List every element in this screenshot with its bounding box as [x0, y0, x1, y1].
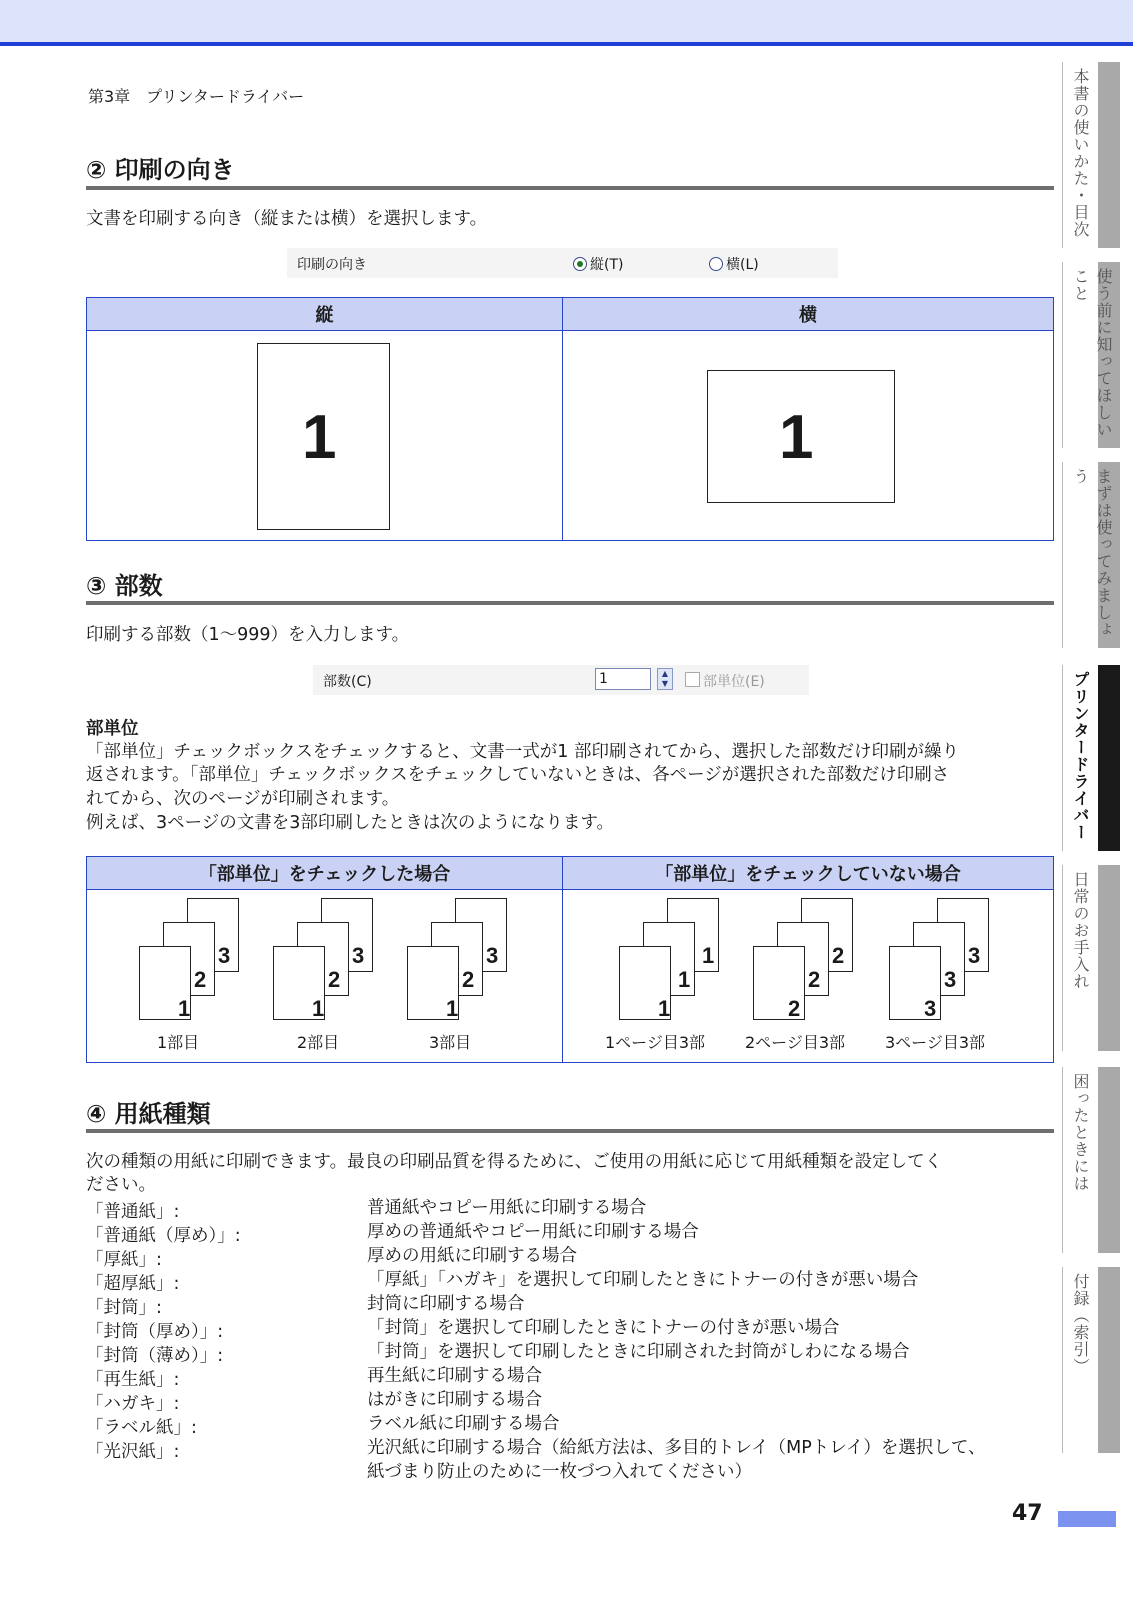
tab-bar: [1098, 1067, 1120, 1253]
page-number: 1: [678, 967, 691, 992]
orientation-label: 印刷の向き: [297, 257, 367, 273]
set-caption: 1ページ目3部: [605, 1033, 706, 1052]
orientation-description: 文書を印刷する向き（縦または横）を選択します。: [86, 209, 488, 229]
side-tab-getting-started[interactable]: [1062, 462, 1120, 648]
unchecked-cell: [563, 890, 1054, 1063]
tab-label: まずは使ってみましょう: [1071, 468, 1113, 638]
media-item-desc: 光沢紙に印刷する場合（給紙方法は、多目的トレイ（MPトレイ）を選択して、: [367, 1438, 986, 1458]
media-item-label: 「ラベル紙」:: [86, 1418, 197, 1438]
tab-bar: [1098, 62, 1120, 248]
collate-line-3: れてから、次のページが印刷されます。: [86, 789, 400, 809]
portrait-cell: [87, 331, 563, 541]
media-item-label: 「封筒（薄め）」:: [86, 1346, 224, 1366]
side-tab-before-use[interactable]: [1062, 262, 1120, 448]
media-item-desc: ラベル紙に印刷する場合: [367, 1414, 560, 1434]
radio-selected-icon: [573, 257, 587, 271]
section-title-orientation: ② 印刷の向き: [86, 156, 235, 184]
col-collate-checked: 「部単位」をチェックした場合: [87, 857, 563, 890]
landscape-page-number: 1: [779, 403, 814, 472]
checked-cell: [87, 890, 563, 1063]
media-item-label: 「普通紙」:: [86, 1202, 180, 1222]
tab-bar: [1098, 665, 1120, 851]
side-tab-appendix[interactable]: [1062, 1267, 1120, 1453]
section-rule: [86, 186, 1054, 190]
page-number: 3: [968, 943, 981, 968]
tab-label: 困ったときには: [1071, 1073, 1090, 1192]
media-item-label: 「封筒（厚め）」:: [86, 1322, 224, 1342]
page-stack: [753, 898, 845, 1021]
media-item-desc: 封筒に印刷する場合: [367, 1294, 525, 1314]
page-number: 3: [944, 967, 957, 992]
tab-label: 使う前に知ってほしいこと: [1071, 268, 1113, 438]
tab-bar: [1098, 1267, 1120, 1453]
media-item-label: 「光沢紙」:: [86, 1442, 180, 1462]
media-item-desc: はがきに印刷する場合: [367, 1390, 542, 1410]
copies-spinner[interactable]: ▲ ▼: [657, 668, 673, 690]
media-item-desc: 厚めの普通紙やコピー用紙に印刷する場合: [367, 1222, 699, 1242]
media-item-label: 「再生紙」:: [86, 1370, 180, 1390]
tab-label: 日常のお手入れ: [1071, 871, 1090, 990]
orientation-table: [86, 297, 1054, 541]
collate-line-1: 「部単位」チェックボックスをチェックすると、文書一式が1 部印刷されてから、選択した部数だけ印刷が繰り: [86, 742, 959, 762]
media-item-desc: 「封筒」を選択して印刷したときに印刷された封筒がしわになる場合: [367, 1342, 910, 1362]
page-stack: [407, 898, 499, 1021]
page-stack: [139, 898, 231, 1021]
media-intro-line-2: ださい。: [86, 1175, 156, 1195]
media-intro-line-1: 次の種類の用紙に印刷できます。最良の印刷品質を得るために、ご使用の用紙に応じて用紙種類を設定してく: [86, 1152, 943, 1172]
page-number: 3: [486, 943, 499, 968]
set-caption: 2ページ目3部: [745, 1033, 846, 1052]
set-caption: 2部目: [297, 1033, 340, 1052]
collate-line-2: 返されます。「部単位」チェックボックスをチェックしていないときは、各ページが選択された部数だけ印刷さ: [86, 765, 950, 785]
header-band: [0, 0, 1133, 44]
orientation-dialog: [287, 248, 838, 278]
section-title-media: ④ 用紙種類: [86, 1100, 211, 1128]
set-caption: 3ページ目3部: [885, 1033, 986, 1052]
page-number: 1: [178, 996, 191, 1021]
page-number: 1: [658, 996, 671, 1021]
collate-line-4: 例えば、3ページの文書を3部印刷したときは次のようになります。: [86, 813, 615, 833]
media-item-desc: 再生紙に印刷する場合: [367, 1366, 542, 1386]
set-caption: 3部目: [429, 1033, 472, 1052]
page-number: 3: [924, 996, 937, 1021]
tab-label: 付録（索引）: [1071, 1273, 1090, 1375]
page-number: 2: [194, 967, 207, 992]
media-item-label: 「普通紙（厚め）」:: [86, 1226, 241, 1246]
media-item-desc: 「厚紙」「ハガキ」を選択して印刷したときにトナーの付きが悪い場合: [367, 1270, 919, 1290]
section-rule: [86, 601, 1054, 605]
media-item-label: 「厚紙」:: [86, 1250, 162, 1270]
page-stack: [889, 898, 981, 1021]
tab-label: プリンタードライバー: [1071, 671, 1090, 841]
portrait-page: [257, 343, 390, 530]
media-item-label: 「超厚紙」:: [86, 1274, 180, 1294]
media-item-label: 「ハガキ」:: [86, 1394, 180, 1414]
page-number: 1: [312, 996, 325, 1021]
collate-heading: 部単位: [86, 719, 139, 739]
tab-bar: [1098, 865, 1120, 1051]
section-rule: [86, 1129, 1054, 1133]
media-item-desc: 紙づまり防止のために一枚づつ入れてください）: [367, 1462, 752, 1482]
landscape-cell: [563, 331, 1054, 541]
section-title-copies: ③ 部数: [86, 572, 163, 600]
set-caption: 1部目: [157, 1033, 200, 1052]
page-number: 3: [218, 943, 231, 968]
col-collate-unchecked: 「部単位」をチェックしていない場合: [563, 857, 1054, 890]
copies-dialog: [313, 665, 809, 695]
side-tab-maintenance[interactable]: [1062, 865, 1120, 1051]
side-tab-contents[interactable]: [1062, 62, 1120, 248]
page-number: 2: [788, 996, 801, 1021]
landscape-page: [707, 370, 895, 503]
copies-input[interactable]: 1: [595, 668, 651, 690]
landscape-radio[interactable]: [709, 254, 759, 274]
page-number: 2: [808, 967, 821, 992]
media-item-label: 「封筒」:: [86, 1298, 162, 1318]
page-number: 47: [1012, 1501, 1043, 1526]
page-number: 2: [462, 967, 475, 992]
page-stack: [619, 898, 715, 1021]
page-number: 1: [446, 996, 459, 1021]
copies-description: 印刷する部数（1～999）を入力します。: [86, 625, 410, 645]
col-portrait: 縦: [87, 298, 563, 331]
page-number: 3: [352, 943, 365, 968]
portrait-page-number: 1: [302, 403, 337, 472]
page-number-bar: [1058, 1511, 1116, 1527]
collate-label: 部単位(E): [703, 674, 765, 690]
chapter-title: 第3章 プリンタードライバー: [88, 87, 305, 106]
side-tab-troubleshooting[interactable]: [1062, 1067, 1120, 1253]
page-stack: [273, 898, 365, 1021]
media-item-desc: 「封筒」を選択して印刷したときにトナーの付きが悪い場合: [367, 1318, 840, 1338]
portrait-label: 縦(T): [590, 257, 624, 273]
media-item-desc: 普通紙やコピー用紙に印刷する場合: [367, 1198, 647, 1218]
page-number: 1: [702, 943, 715, 968]
collate-checkbox[interactable]: [685, 672, 700, 687]
media-item-desc: 厚めの用紙に印刷する場合: [367, 1246, 577, 1266]
collate-table: [86, 856, 1054, 1063]
radio-icon: [709, 257, 723, 271]
col-landscape: 横: [563, 298, 1054, 331]
portrait-radio[interactable]: [573, 254, 623, 274]
side-tab-printer-driver[interactable]: [1062, 665, 1120, 851]
page-number: 2: [328, 967, 341, 992]
landscape-label: 横(L): [726, 257, 759, 273]
page-number: 2: [832, 943, 845, 968]
header-rule: [0, 42, 1133, 46]
copies-label: 部数(C): [323, 674, 372, 690]
tab-label: 本書の使いかた・目次: [1071, 68, 1090, 238]
